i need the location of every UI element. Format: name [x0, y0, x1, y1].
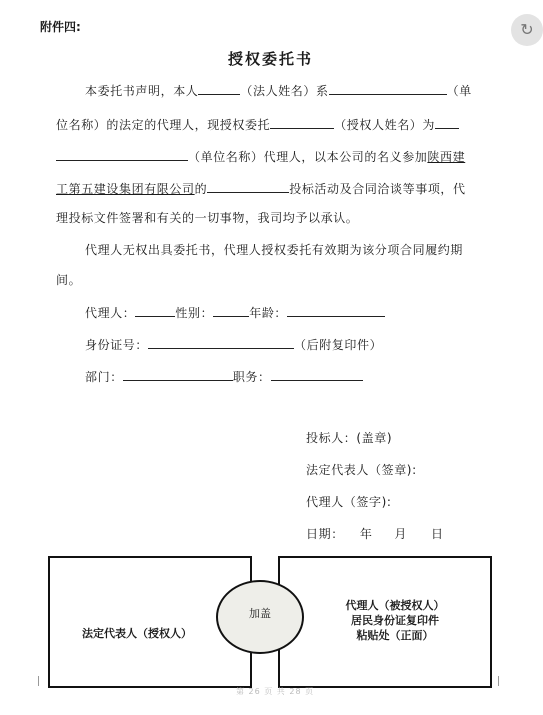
para1-line1	[85, 82, 472, 99]
year-label: 年	[359, 527, 373, 541]
department-blank	[123, 368, 233, 381]
blank-project	[207, 180, 289, 193]
age-blank	[287, 304, 385, 317]
seal-label: 加盖	[249, 607, 271, 620]
annex-label: 附件四:	[40, 20, 81, 34]
gender-blank	[213, 304, 249, 317]
agent-signature: 代理人（签字):	[306, 495, 392, 509]
para1-text: 投标活动及合同洽谈等事项，代	[289, 182, 466, 196]
gender-label: 性别：	[175, 306, 214, 320]
para1-line4	[56, 180, 466, 197]
para1-text: （授权人姓名）为	[334, 118, 436, 132]
page-corner-mark	[28, 676, 39, 686]
para1-line2	[56, 116, 459, 133]
blank-short	[435, 116, 459, 129]
id-row	[85, 336, 382, 353]
para1-line3	[56, 148, 465, 165]
id-note: （后附复印件）	[294, 338, 383, 352]
blank-legal-name	[198, 82, 240, 95]
agent-box-line3: 粘贴处（正面）	[356, 629, 434, 642]
para1-text: 位名称）的法定的代理人，现授权委托	[56, 118, 271, 132]
date-label: 日期：	[306, 527, 344, 541]
blank-authorized-name	[270, 116, 334, 129]
day-label: 日	[431, 527, 444, 541]
age-label: 年龄：	[249, 306, 288, 320]
date-row	[306, 526, 444, 542]
agent-box-line1: 代理人（被授权人）	[345, 599, 445, 612]
bidder-seal: 投标人：(盖章)	[306, 431, 393, 445]
para1-line5: 理投标文件签署和有关的一切事物，我司均予以承认。	[56, 211, 359, 225]
id-number-label: 身份证号：	[85, 338, 149, 352]
para2-line2: 间。	[56, 273, 82, 287]
position-label: 职务：	[232, 370, 271, 384]
agent-box-line2: 居民身份证复印件	[351, 614, 439, 627]
para1-text: 的	[194, 182, 208, 196]
id-number-blank	[148, 336, 294, 349]
position-blank	[271, 368, 363, 381]
para1-text: （法人姓名）系	[240, 84, 329, 98]
month-label: 月	[394, 527, 408, 541]
blank-unit-name	[56, 148, 188, 161]
agent-fields-row	[85, 304, 385, 321]
para1-text: （单	[446, 84, 472, 98]
legal-rep-box-label: 法定代表人（授权人）	[82, 627, 192, 640]
para2-line1: 代理人无权出具委托书，代理人授权委托有效期为该分项合同履约期	[85, 243, 464, 257]
para1-text: （单位名称）代理人，以本公司的名义参加	[188, 150, 428, 164]
company-name-part1: 陕西建	[427, 150, 466, 164]
page-corner-mark	[498, 676, 509, 686]
para1-text: 本委托书声明，本人	[85, 84, 199, 98]
transform-icon[interactable]: ↻	[511, 14, 543, 46]
department-row	[85, 368, 363, 385]
agent-blank	[135, 304, 175, 317]
page-footer: 第 26 页 共 28 页	[236, 687, 315, 696]
company-name-part2: 工第五建设集团有限公司	[56, 182, 195, 196]
document-title: 授权委托书	[228, 50, 314, 68]
blank-unit	[329, 82, 447, 95]
department-label: 部门：	[85, 370, 123, 384]
legal-rep-signature: 法定代表人（签章):	[306, 463, 417, 477]
agent-label: 代理人：	[85, 306, 136, 320]
